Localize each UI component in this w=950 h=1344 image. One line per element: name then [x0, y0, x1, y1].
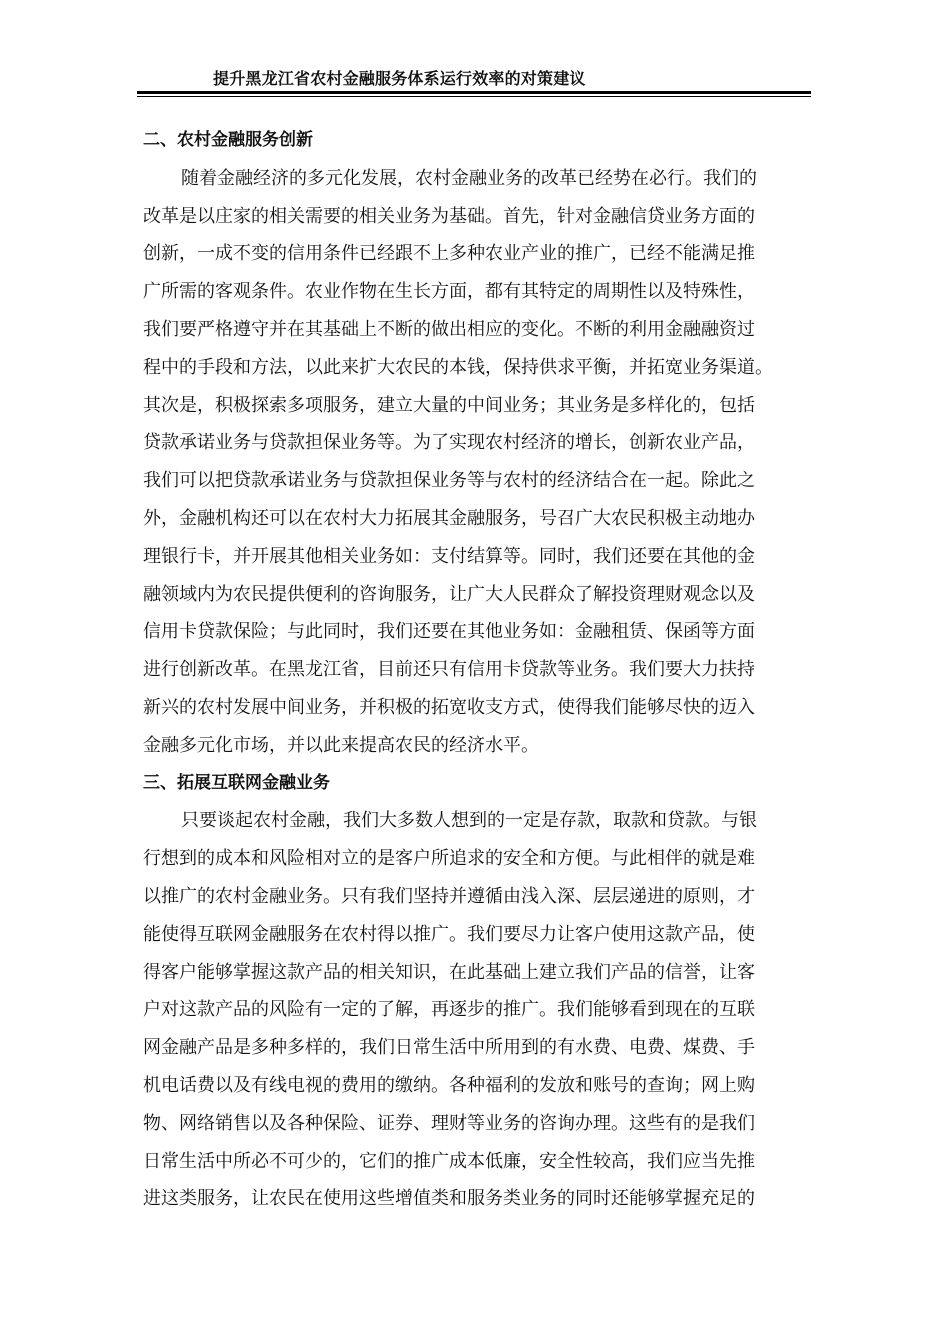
running-header-title: 提升黑龙江省农村金融服务体系运行效率的对策建议 — [213, 69, 586, 88]
text-line: 以推广的农村金融业务。只有我们坚持并遵循由浅入深、层层递进的原则，才 — [143, 885, 755, 907]
text-line: 户对这款产品的风险有一定的了解，再逐步的推广。我们能够看到现在的互联 — [143, 999, 755, 1021]
text-line: 程中的手段和方法，以此来扩大农民的本钱，保持供求平衡，并拓宽业务渠道。 — [143, 356, 773, 378]
text-line: 新兴的农村发展中间业务，并积极的拓宽收支方式，使得我们能够尽快的迈入 — [143, 696, 755, 718]
text-line: 机电话费以及有线电视的费用的缴纳。各种福利的发放和账号的查询；网上购 — [143, 1074, 755, 1096]
text-line: 日常生活中所必不可少的，它们的推广成本低廉，安全性较高，我们应当先推 — [143, 1150, 755, 1172]
text-line: 理银行卡，并开展其他相关业务如：支付结算等。同时，我们还要在其他的金 — [143, 545, 755, 567]
text-line: 广所需的客观条件。农业作物在生长方面，都有其特定的周期性以及特殊性， — [143, 281, 755, 303]
text-line: 我们要严格遵守并在其基础上不断的做出相应的变化。不断的利用金融融资过 — [143, 318, 755, 340]
text-line: 行想到的成本和风险相对立的是客户所追求的安全和方便。与此相伴的就是难 — [143, 848, 755, 870]
text-line: 网金融产品是多种多样的，我们日常生活中所用到的有水费、电费、煤费、手 — [143, 1037, 755, 1059]
body-text — [143, 122, 815, 1218]
text-line: 进这类服务，让农民在使用这些增值类和服务类业务的同时还能够掌握充足的 — [143, 1188, 755, 1210]
section-heading: 三、拓展互联网金融业务 — [143, 772, 330, 793]
paragraph — [143, 802, 815, 1218]
text-line: 创新，一成不变的信用条件已经跟不上多种农业产业的推广，已经不能满足推 — [143, 243, 755, 265]
text-line: 金融多元化市场，并以此来提高农民的经济水平。 — [143, 734, 539, 756]
text-line: 外，金融机构还可以在农村大力拓展其金融服务，号召广大农民积极主动地办 — [143, 507, 755, 529]
text-line: 物、网络销售以及各种保险、证券、理财等业务的咨询办理。这些有的是我们 — [143, 1112, 755, 1134]
text-line: 贷款承诺业务与贷款担保业务等。为了实现农村经济的增长，创新农业产品， — [143, 432, 755, 454]
header-rule-thin — [137, 96, 811, 97]
header-rule-thick — [137, 91, 811, 94]
text-line: 能使得互联网金融服务在农村得以推广。我们要尽力让客户使用这款产品，使 — [143, 923, 755, 945]
text-line: 改革是以庄家的相关需要的相关业务为基础。首先，针对金融信贷业务方面的 — [143, 205, 755, 227]
section-heading: 二、农村金融服务创新 — [143, 130, 313, 150]
text-line: 只要谈起农村金融，我们大多数人想到的一定是存款，取款和贷款。与银 — [181, 810, 757, 832]
text-line: 融领域内为农民提供便利的咨询服务，让广大人民群众了解投资理财观念以及 — [143, 583, 755, 605]
text-line: 我们可以把贷款承诺业务与贷款担保业务等与农村的经济结合在一起。除此之 — [143, 470, 755, 492]
text-line: 进行创新改革。在黑龙江省，目前还只有信用卡贷款等业务。我们要大力扶持 — [143, 659, 755, 681]
text-line: 其次是，积极探索多项服务，建立大量的中间业务；其业务是多样化的，包括 — [143, 394, 755, 416]
text-line: 得客户能够掌握这款产品的相关知识，在此基础上建立我们产品的信誉，让客 — [143, 961, 755, 983]
paragraph — [143, 160, 815, 765]
text-line: 随着金融经济的多元化发展，农村金融业务的改革已经势在必行。我们的 — [181, 167, 757, 189]
text-line: 信用卡贷款保险；与此同时，我们还要在其他业务如：金融租赁、保函等方面 — [143, 621, 755, 643]
